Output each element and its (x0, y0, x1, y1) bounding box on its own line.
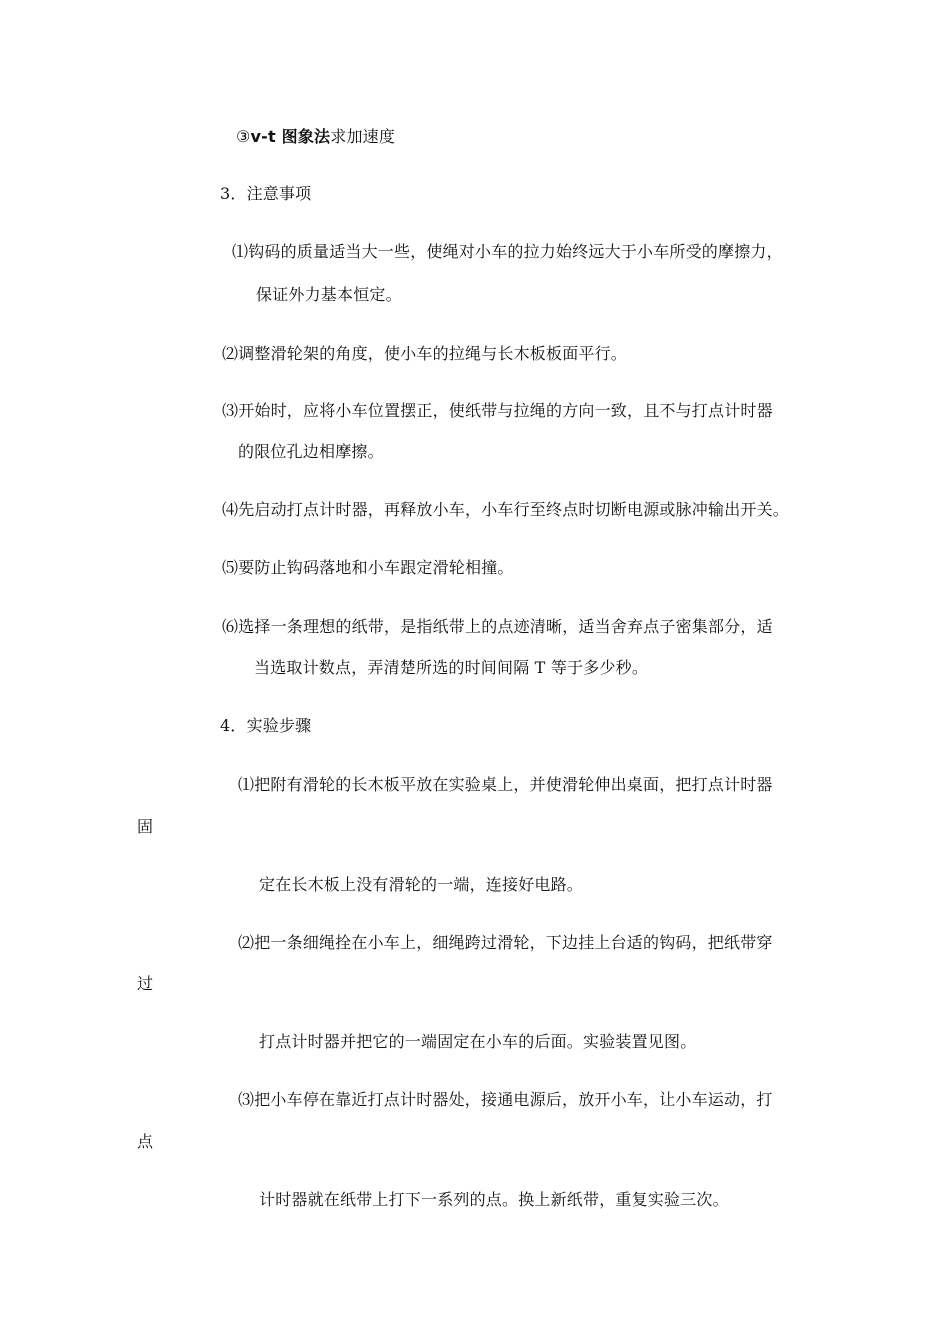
note-2-line-1: ⑵调整滑轮架的角度，使小车的拉绳与长木板板面平行。 (222, 344, 628, 363)
note-3-line-2: 的限位孔边相摩擦。 (238, 442, 384, 461)
method-rest-text: 求加速度 (330, 127, 396, 146)
note-1-line-2: 保证外力基本恒定。 (256, 285, 402, 304)
note-1-line-1: ⑴钩码的质量适当大一些，使绳对小车的拉力始终远大于小车所受的摩擦力， (232, 242, 783, 261)
step-2-line-2: 打点计时器并把它的一端固定在小车的后面。实验装置见图。 (259, 1032, 697, 1051)
step-1-wrap-char: 固 (137, 817, 154, 836)
step-1-line-1: ⑴把附有滑轮的长木板平放在实验桌上，并使滑轮伸出桌面，把打点计时器 (238, 775, 773, 794)
circled-number: ③ (236, 127, 251, 146)
note-3-line-1: ⑶开始时，应将小车位置摆正，使纸带与拉绳的方向一致，且不与打点计时器 (222, 401, 773, 420)
note-5-line-1: ⑸要防止钩码落地和小车跟定滑轮相撞。 (222, 558, 514, 577)
note-6-line-1: ⑹选择一条理想的纸带，是指纸带上的点迹清晰，适当舍弃点子密集部分，适 (222, 617, 773, 636)
step-3-wrap-char: 点 (137, 1132, 154, 1151)
section-3-heading: 3．注意事项 (220, 184, 312, 203)
step-2-line-1: ⑵把一条细绳拴在小车上，细绳跨过滑轮，下边挂上台适的钩码，把纸带穿 (238, 933, 773, 952)
section-4-heading: 4．实验步骤 (220, 716, 312, 735)
note-6-line-2: 当选取计数点，弄清楚所选的时间间隔 T 等于多少秒。 (254, 658, 649, 677)
method-line (236, 127, 395, 147)
step-1-line-2: 定在长木板上没有滑轮的一端，连接好电路。 (259, 875, 584, 894)
note-4-line-1: ⑷先启动打点计时器，再释放小车，小车行至终点时切断电源或脉冲输出开关。 (222, 500, 790, 519)
step-2-wrap-char: 过 (137, 974, 154, 993)
step-3-line-1: ⑶把小车停在靠近打点计时器处，接通电源后，放开小车，让小车运动，打 (238, 1090, 773, 1109)
method-bold-text: v-t 图象法 (250, 127, 331, 146)
step-3-line-2: 计时器就在纸带上打下一系列的点。换上新纸带，重复实验三次。 (259, 1190, 729, 1209)
